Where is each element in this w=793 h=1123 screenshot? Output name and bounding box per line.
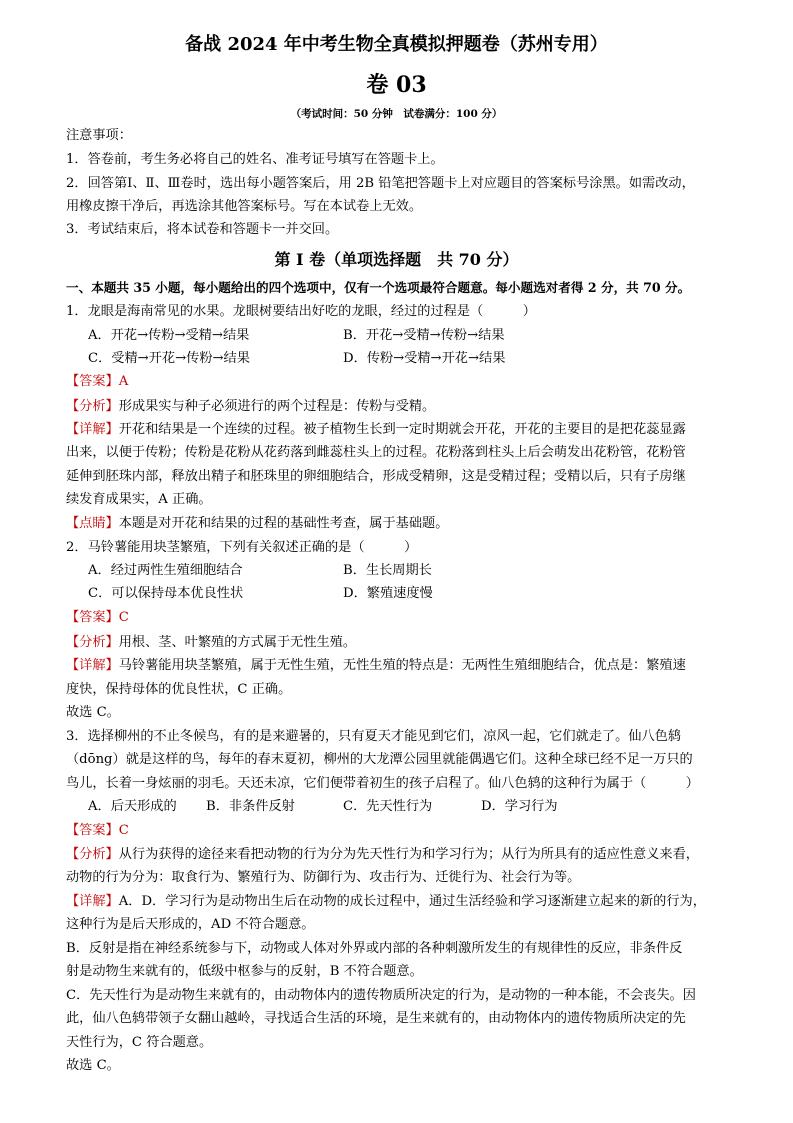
q1-detail-text-1: 开花和结果是一个连续的过程。被子植物生长到一定时期就会开花，开花的主要目的是把花蕊显露 <box>118 422 686 437</box>
q1-detail-1 <box>66 421 736 439</box>
q1-analysis-tag: 【分析】 <box>66 399 119 414</box>
q1-detail-4: 续发育成果实，A 正确。 <box>66 492 212 507</box>
q3-option-c: C．先天性行为 <box>343 799 433 814</box>
exam-meta: （考试时间：50 分钟 试卷满分：100 分） <box>290 108 503 120</box>
q3-analysis-text-1: 从行为获得的途径来看把动物的行为分为先天性行为和学习行为；从行为所具有的适应性意义来看， <box>118 847 699 862</box>
q2-option-b: B．生长周期长 <box>343 563 432 578</box>
q3-answer <box>66 822 736 840</box>
q1-option-a: A．开花→传粉→受精→结果 <box>88 328 250 343</box>
q1-detail-tag: 【详解】 <box>66 422 119 437</box>
q1-stem: 1．龙眼是海南常见的水果。龙眼树要结出好吃的龙眼，经过的过程是（ ） <box>66 304 536 319</box>
q1-comment-text: 本题是对开花和结果的过程的基础性考查，属于基础题。 <box>118 516 449 531</box>
q2-answer-value: C <box>118 610 129 625</box>
notice-item-2a: 2．回答第Ⅰ、Ⅱ、Ⅲ卷时，选出每小题答案后，用 2B 铅笔把答题卡上对应题目的答案标号涂黑。如需改动， <box>66 176 695 191</box>
q3-detail-5: C．先天性行为是动物生来就有的，由动物体内的遗传物质所决定的行为，是动物的一种本能，不会丧失。因 <box>66 988 696 1003</box>
q3-stem-3: 鸟儿，长着一身炫丽的羽毛。天还未凉，它们便带着初生的孩子启程了。仙八色鸫的这种行为属于（ ） <box>66 776 699 791</box>
notice-item-2b: 用橡皮擦干净后，再选涂其他答案标号。写在本试卷上无效。 <box>66 199 423 214</box>
notice-heading: 注意事项： <box>66 128 132 143</box>
q3-analysis-2: 动物的行为分为：取食行为、繁殖行为、防御行为、攻击行为、迁徙行为、社会行为等。 <box>66 870 581 885</box>
q2-detail-1 <box>66 657 736 675</box>
q1-comment-tag: 【点睛】 <box>66 516 119 531</box>
q3-stem-1: 3．选择柳州的不止冬候鸟，有的是来避暑的，只有夏天才能见到它们，凉风一起，它们就走了。仙八色鸫 <box>66 729 682 744</box>
q1-answer <box>66 373 736 391</box>
q1-answer-tag: 【答案】 <box>66 374 119 389</box>
q1-option-b: B．开花→受精→传粉→结果 <box>343 328 505 343</box>
q2-option-a: A．经过两性生殖细胞结合 <box>88 563 243 578</box>
q3-detail-2: 这种行为是后天形成的，AD 不符合题意。 <box>66 917 315 932</box>
q1-detail-2: 出来，以便于传粉；传粉是花粉从花药落到雌蕊柱头上的过程。花粉落到柱头上后会萌发出花粉管，花粉管 <box>66 445 686 460</box>
q1-answer-value: A <box>118 374 129 389</box>
q2-analysis-text: 用根、茎、叶繁殖的方式属于无性生殖。 <box>118 635 357 650</box>
q3-conclusion: 故选 C。 <box>66 1058 120 1073</box>
q2-detail-text-1: 马铃薯能用块茎繁殖，属于无性生殖，无性生殖的特点是：无两性生殖细胞结合，优点是：繁殖速 <box>118 658 686 673</box>
q2-option-d: D．繁殖速度慢 <box>343 586 433 601</box>
q3-detail-3: B．反射是指在神经系统参与下，动物或人体对外界或内部的各种刺激所发生的有规律性的反应，非条件反 <box>66 941 683 956</box>
section-instructions: 一、本题共 35 小题，每小题给出的四个选项中，仅有一个选项最符合题意。每小题选对者得 2 分，共 70 分。 <box>66 280 691 295</box>
q3-analysis-1 <box>66 846 736 864</box>
q3-analysis-tag: 【分析】 <box>66 847 119 862</box>
exam-title: 备战 2024 年中考生物全真模拟押题卷（苏州专用） <box>185 34 608 55</box>
q3-option-d: D．学习行为 <box>481 799 558 814</box>
q2-analysis-tag: 【分析】 <box>66 635 119 650</box>
q1-option-c: C．受精→开花→传粉→结果 <box>88 351 250 366</box>
q3-detail-4: 射是动物生来就有的，低级中枢参与的反射，B 不符合题意。 <box>66 964 423 979</box>
q3-option-a: A．后天形成的 <box>88 799 177 814</box>
q2-answer <box>66 609 736 627</box>
notice-item-1: 1．答卷前，考生务必将自己的姓名、准考证号填写在答题卡上。 <box>66 152 444 167</box>
q3-answer-tag: 【答案】 <box>66 823 119 838</box>
section-title: 第 I 卷（单项选择题 共 70 分） <box>274 250 519 269</box>
q3-detail-7: 天性行为，C 符合题意。 <box>66 1035 213 1050</box>
q1-analysis <box>66 398 736 416</box>
q1-comment <box>66 515 736 533</box>
q2-analysis <box>66 634 736 652</box>
q1-detail-3: 延伸到胚珠内部，释放出精子和胚珠里的卵细胞结合，形成受精卵，这是受精过程；受精以后，只有子房继 <box>66 469 686 484</box>
q2-answer-tag: 【答案】 <box>66 610 119 625</box>
q2-conclusion: 故选 C。 <box>66 705 120 720</box>
q2-detail-tag: 【详解】 <box>66 658 119 673</box>
q3-detail-6: 此，仙八色鸫带领子女翻山越岭，寻找适合生活的环境，是生来就有的，由动物体内的遗传物质所决定的先 <box>66 1011 686 1026</box>
q3-detail-tag: 【详解】 <box>66 894 119 909</box>
q2-stem: 2．马铃薯能用块茎繁殖，下列有关叙述正确的是（ ） <box>66 540 418 555</box>
q2-option-c: C．可以保持母本优良性状 <box>88 586 244 601</box>
q3-option-b: B．非条件反射 <box>206 799 295 814</box>
q2-detail-2: 度快，保持母体的优良性状，C 正确。 <box>66 682 292 697</box>
q3-stem-2: （dōng）就是这样的鸟，每年的春末夏初，柳州的大龙潭公园里就能偶遇它们。这种全球已经不足一万只的 <box>66 752 693 767</box>
q1-analysis-text: 形成果实与种子必须进行的两个过程是：传粉与受精。 <box>118 399 436 414</box>
exam-subtitle: 卷 03 <box>366 72 427 98</box>
q1-option-d: D．传粉→受精→开花→结果 <box>343 351 506 366</box>
q3-answer-value: C <box>118 823 129 838</box>
q3-detail-1 <box>66 893 736 911</box>
notice-item-3: 3．考试结束后，将本试卷和答题卡一并交回。 <box>66 222 339 237</box>
q3-detail-text-1: A．D．学习行为是动物出生后在动物的成长过程中，通过生活经验和学习逐渐建立起来的新的行为， <box>118 894 706 909</box>
